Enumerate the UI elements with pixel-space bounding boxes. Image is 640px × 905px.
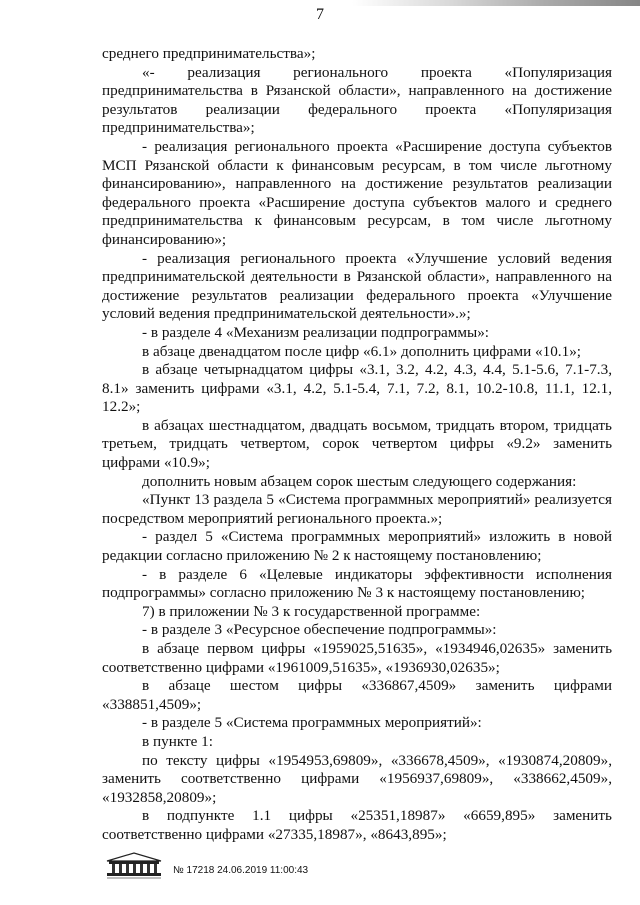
paragraph: в абзацах шестнадцатом, двадцать восьмом, тридцать втором, тридцать третьем, тридцать четвертом, сорок четвертом цифры «9.2» заменить цифрами «10.9»; bbox=[102, 416, 612, 472]
paragraph: в абзаце двенадцатом после цифр «6.1» дополнить цифрами «10.1»; bbox=[142, 342, 582, 360]
registration-number: № 17218 24.06.2019 11:00:43 bbox=[173, 865, 309, 876]
paragraph: - в разделе 3 «Ресурсное обеспечение подпрограммы»: bbox=[142, 621, 497, 639]
paragraph: - в разделе 5 «Система программных мероприятий»: bbox=[142, 714, 482, 732]
paragraph: - реализация регионального проекта «Улучшение условий ведения предпринимательской деятельности в Рязанской области», направленного на достижение результатов реализации федерального проекта «Улучшение условий ведения предпринимательской деятельности».»; bbox=[102, 249, 612, 323]
paragraph: «Пункт 13 раздела 5 «Система программных мероприятий» реализуется посредством мероприятий регионального проекта.»; bbox=[102, 491, 612, 527]
paragraph: - раздел 5 «Система программных мероприятий» изложить в новой редакции согласно приложению № 2 к настоящему постановлению; bbox=[102, 528, 612, 565]
page-number: 7 bbox=[316, 6, 324, 23]
paragraph: - в разделе 6 «Целевые индикаторы эффективности исполнения подпрограммы» согласно приложению № 3 к настоящему постановлению; bbox=[102, 565, 612, 602]
document-body bbox=[102, 45, 612, 845]
paragraph: дополнить новым абзацем сорок шестым следующего содержания: bbox=[142, 472, 577, 490]
paragraph: - в разделе 4 «Механизм реализации подпрограммы»: bbox=[142, 323, 490, 341]
paragraph: в абзаце четырнадцатом цифры «3.1, 3.2, 4.2, 4.3, 4.4, 5.1-5.6, 7.1-7.3, 8.1» заменить цифрами «3.1, 4.2, 5.1-5.4, 7.1, 7.2, 8.1, 10.2-10.8, 11.1, 12.1, 12.2»; bbox=[102, 361, 612, 416]
government-building-stamp-icon bbox=[103, 849, 165, 879]
paragraph: в абзаце первом цифры «1959025,51635», «1934946,02635» заменить соответственно цифрами «1961009,51635», «1936930,02635»; bbox=[102, 640, 612, 676]
paragraph: в подпункте 1.1 цифры «25351,18987» «6659,895» заменить соответственно цифрами «27335,18987», «8643,895»; bbox=[102, 807, 612, 843]
paragraph: среднего предпринимательства»; bbox=[102, 45, 316, 62]
paragraph: «- реализация регионального проекта «Популяризация предпринимательства в Рязанской области», направленного на достижение результатов реализации федерального проекта «Популяризация предпринимательства»; bbox=[102, 63, 612, 137]
paragraph: 7) в приложении № 3 к государственной программе: bbox=[142, 602, 481, 620]
paragraph: в абзаце шестом цифры «336867,4509» заменить цифрами «338851,4509»; bbox=[102, 677, 612, 713]
footer bbox=[103, 845, 523, 885]
paragraph: в пункте 1: bbox=[142, 732, 213, 750]
paragraph: по тексту цифры «1954953,69809», «336678,4509», «1930874,20809», заменить соответственно цифрами «1956937,69809», «338662,4509», «1932858,20809»; bbox=[102, 751, 612, 806]
paragraph: - реализация регионального проекта «Расширение доступа субъектов МСП Рязанской области к финансовым ресурсам, в том числе льготному финансированию», направленного на достижение результатов реализации федерального проекта «Расширение доступа субъектов малого и среднего предпринимательства к финансовым ресурсам, в том числе льготному финансированию»; bbox=[102, 137, 612, 248]
